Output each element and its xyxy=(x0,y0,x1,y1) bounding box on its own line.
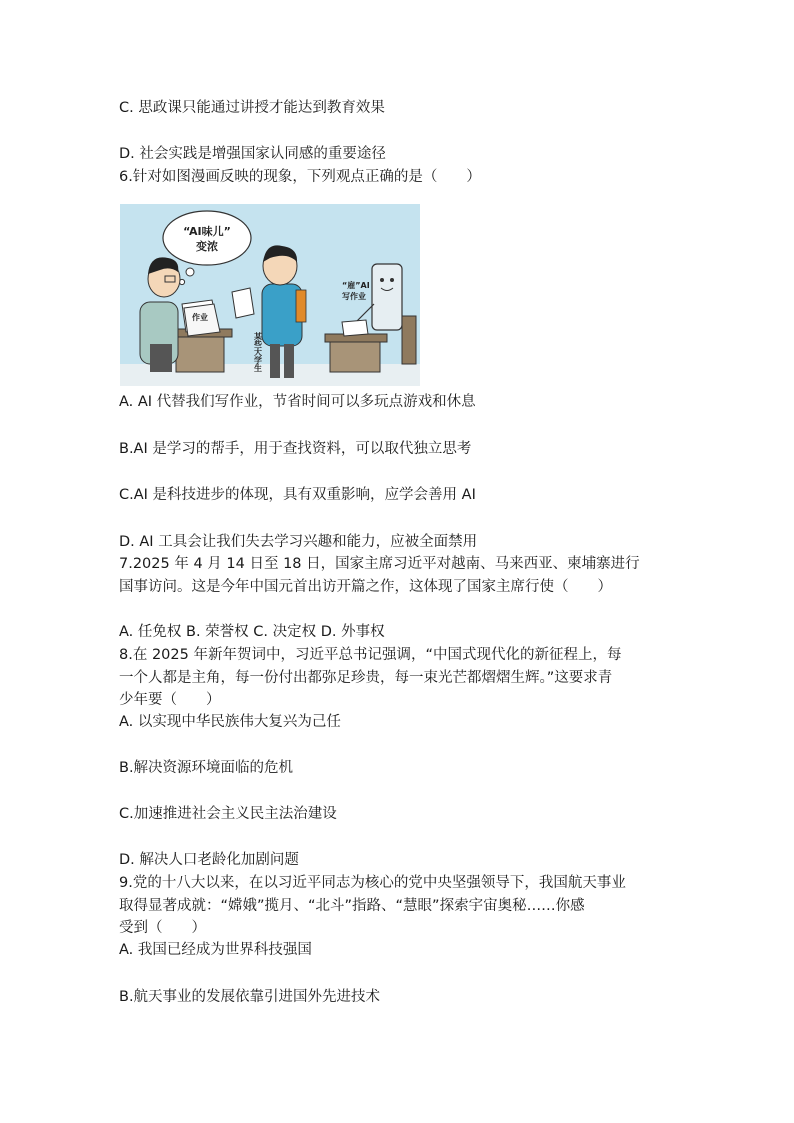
question-9-stem-line-3: 受到（ ） xyxy=(119,920,206,936)
question-5-option-d: D. 社会实践是增强国家认同感的重要途径 xyxy=(119,146,386,162)
question-6-option-c: C.AI 是科技进步的体现，具有双重影响，应学会善用 AI xyxy=(119,487,476,503)
question-7-options: A. 任免权 B. 荣誉权 C. 决定权 D. 外事权 xyxy=(119,624,385,640)
question-7-stem-line-1: 7.2025 年 4 月 14 日至 18 日，国家主席习近平对越南、马来西亚、柬埔寨进行 xyxy=(119,556,640,572)
ai-homework-cartoon xyxy=(120,204,420,386)
question-6-option-b: B.AI 是学习的帮手，用于查找资料，可以取代独立思考 xyxy=(119,441,472,457)
paper-label: 作业 xyxy=(192,313,208,322)
question-9-option-a: A. 我国已经成为世界科技强国 xyxy=(119,942,312,958)
question-8-stem-line-1: 8.在 2025 年新年贺词中，习近平总书记强调，“中国式现代化的新征程上，每 xyxy=(119,647,622,663)
ai-desk xyxy=(325,334,387,372)
sign-text-2: 写作业 xyxy=(342,292,366,301)
question-8-option-b: B.解决资源环境面临的危机 xyxy=(119,760,294,776)
question-6-option-d: D. AI 工具会让我们失去学习兴趣和能力，应被全面禁用 xyxy=(119,534,478,550)
question-5-option-c: C. 思政课只能通过讲授才能达到教育效果 xyxy=(119,100,385,116)
homework-papers xyxy=(182,300,220,336)
question-8-option-d: D. 解决人口老龄化加剧问题 xyxy=(119,852,299,868)
teacher-desk xyxy=(170,329,232,372)
question-7-stem-line-2: 国事访问。这是今年中国元首出访开篇之作，这体现了国家主席行使（ ） xyxy=(119,579,612,595)
question-8-stem-line-2: 一个人都是主角，每一份付出都弥足珍贵，每一束光芒都熠熠生辉。”这要求青 xyxy=(119,670,613,686)
vertical-label-text: 某些大学生 xyxy=(253,332,263,372)
question-6-option-a: A. AI 代替我们写作业，节省时间可以多玩点游戏和休息 xyxy=(119,394,476,410)
question-9-option-b: B.航天事业的发展依靠引进国外先进技术 xyxy=(119,989,381,1005)
question-9-stem-line-2: 取得显著成就：“嫦娥”揽月、“北斗”指路、“慧眼”探索宇宙奥秘……你感 xyxy=(119,898,585,914)
sign-text-1: “雇”AI xyxy=(342,281,370,290)
bubble-text-1: “AI味儿” xyxy=(183,225,231,238)
question-8-option-a: A. 以实现中华民族伟大复兴为己任 xyxy=(119,714,341,730)
bubble-text-2: 变浓 xyxy=(196,240,218,253)
question-8-stem-line-3: 少年要（ ） xyxy=(119,692,221,708)
question-9-stem-line-1: 9.党的十八大以来，在以习近平同志为核心的党中央坚强领导下，我国航天事业 xyxy=(119,875,626,891)
question-8-option-c: C.加速推进社会主义民主法治建设 xyxy=(119,806,337,822)
question-6-stem: 6.针对如图漫画反映的现象，下列观点正确的是（ ） xyxy=(119,169,481,185)
student-label xyxy=(254,331,263,373)
